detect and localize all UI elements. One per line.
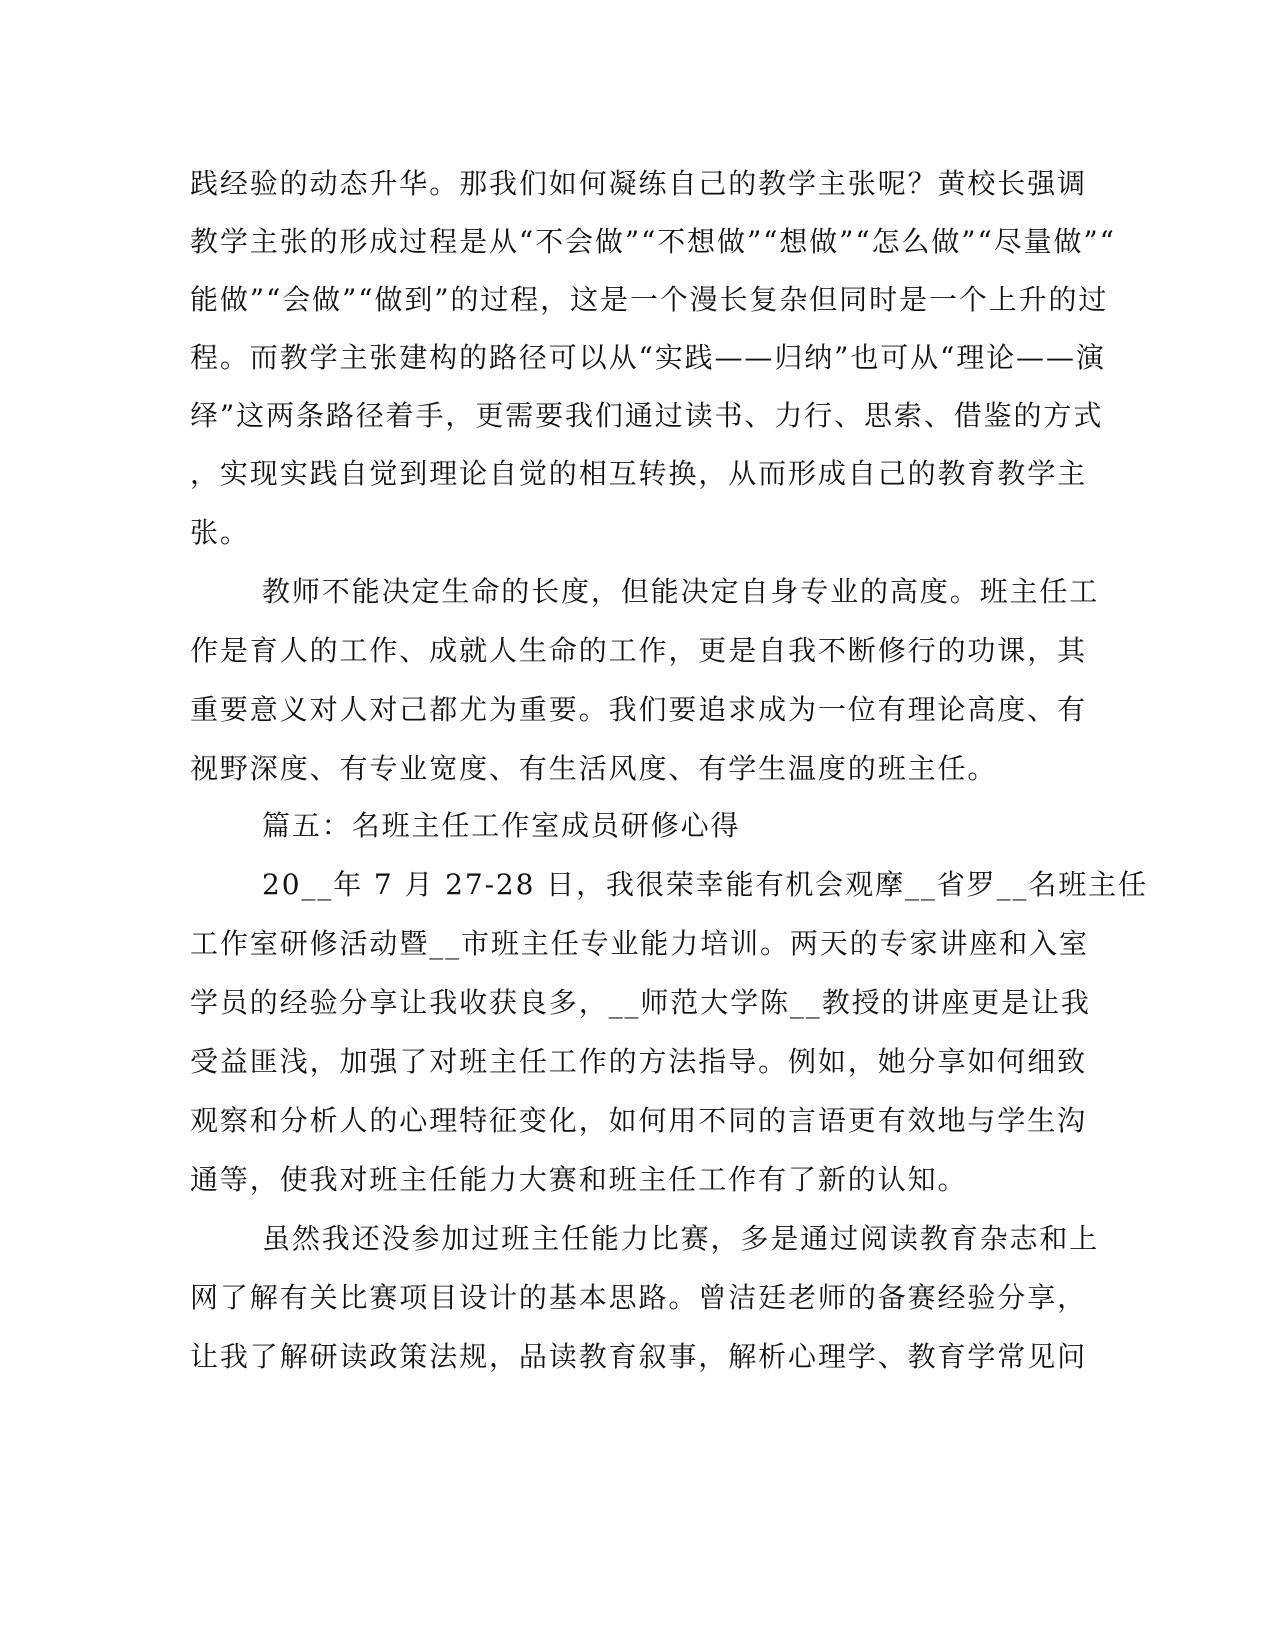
text-line-11: 视野深度、有专业宽度、有生活风度、有学生温度的班主任。 — [190, 752, 998, 785]
text-line-15: 学员的经验分享让我收获良多，__师范大学陈__教授的讲座更是让我 — [190, 986, 1091, 1019]
text-line-21: 让我了解研读政策法规，品读教育叙事，解析心理学、教育学常见问 — [190, 1340, 1088, 1373]
text-line-17: 观察和分析人的心理特征变化，如何用不同的言语更有效地与学生沟 — [190, 1104, 1088, 1137]
text-line-3: 能做”“会做”“做到”的过程，这是一个漫长复杂但同时是一个上升的过 — [190, 283, 1109, 316]
text-line-5: 绎”这两条路径着手，更需要我们通过读书、力行、思索、借鉴的方式 — [190, 399, 1104, 432]
text-line-10: 重要意义对人对己都尤为重要。我们要追求成为一位有理论高度、有 — [190, 693, 1088, 726]
text-line-6: ，实现实践自觉到理论自觉的相互转换，从而形成自己的教育教学主 — [190, 457, 1088, 490]
paragraph-start-line: 虽然我还没参加过班主任能力比赛，多是通过阅读教育杂志和上 — [262, 1222, 1100, 1255]
text-line-9: 作是育人的工作、成就人生命的工作，更是自我不断修行的功课，其 — [190, 634, 1088, 667]
text-line-7: 张。 — [190, 516, 250, 549]
paragraph-start-line: 教师不能决定生命的长度，但能决定自身专业的高度。班主任工 — [262, 575, 1100, 608]
text-line-20: 网了解有关比赛项目设计的基本思路。曾洁廷老师的备赛经验分享， — [190, 1281, 1088, 1314]
text-line-18: 通等，使我对班主任能力大赛和班主任工作有了新的认知。 — [190, 1163, 968, 1196]
section-heading: 篇五：名班主任工作室成员研修心得 — [262, 809, 741, 842]
paragraph-start-line: 20__年 7 月 27-28 日，我很荣幸能有机会观摩__省罗__名班主任 — [262, 868, 1148, 901]
text-line-14: 工作室研修活动暨__市班主任专业能力培训。两天的专家讲座和入室 — [190, 927, 1089, 960]
text-line-4: 程。而教学主张建构的路径可以从“实践——归纳”也可从“理论——演 — [190, 341, 1106, 374]
text-line-2: 教学主张的形成过程是从“不会做”“不想做”“想做”“怎么做”“尽量做”“ — [190, 225, 1116, 258]
text-line-16: 受益匪浅，加强了对班主任工作的方法指导。例如，她分享如何细致 — [190, 1045, 1088, 1078]
text-line-1: 践经验的动态升华。那我们如何凝练自己的教学主张呢？黄校长强调 — [190, 167, 1088, 200]
